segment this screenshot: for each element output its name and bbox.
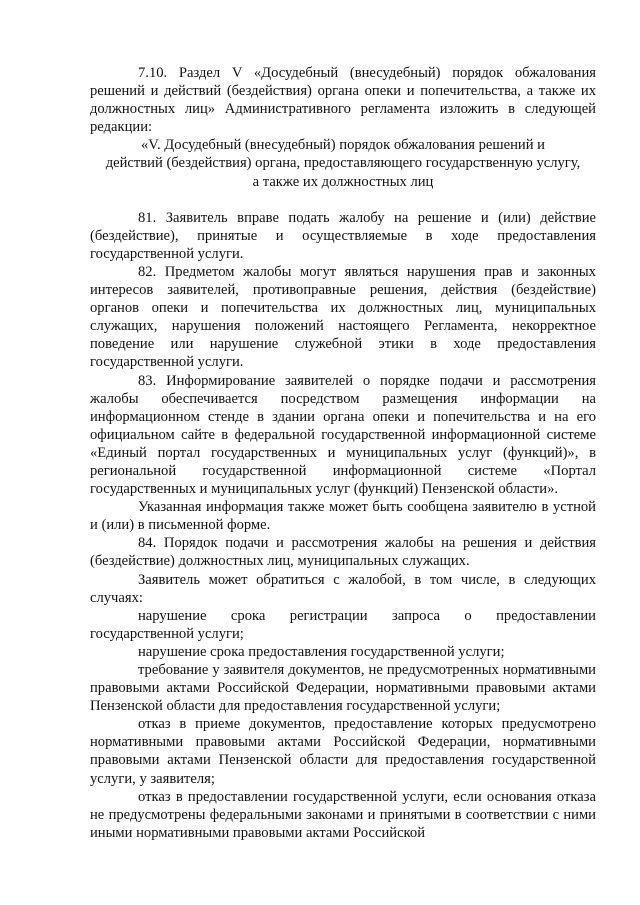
section-heading-line-1: «V. Досудебный (внесудебный) порядок обжалования решений и (141, 137, 545, 154)
spacer (90, 191, 596, 209)
list-item-documents-demand: требование у заявителя документов, не предусмотренных нормативными правовыми актами Российской Федерации, нормативными правовыми актами Пензенской области для предоставления государственной услуги; (90, 662, 596, 715)
section-heading-line-2: действий (бездействия) органа, предоставляющего государственную услугу, (105, 155, 581, 172)
paragraph-cases-intro: Заявитель может обратиться с жалобой, в том числе, в следующих случаях: (90, 571, 596, 606)
section-heading-line-3: а также их должностных лиц (252, 173, 434, 190)
list-item-refusal-service: отказ в предоставлении государственной услуги, если основания отказа не предусмотрены федеральными законами и принятыми в соответствии с ними иными нормативными правовыми актами Российской (90, 788, 596, 841)
list-item-refusal-acceptance: отказ в приеме документов, предоставление которых предусмотрено нормативными правовыми актами Российской Федерации, нормативными правовыми актами Пензенской области для предоставления государственной услуги, у заявителя; (90, 716, 596, 787)
paragraph-84: 84. Порядок подачи и рассмотрения жалобы на решения и действия (бездействие) должностных лиц, муниципальных служащих. (90, 535, 596, 570)
list-item-deadline: нарушение срока предоставления государственной услуги; (138, 643, 505, 660)
intro-paragraph: 7.10. Раздел V «Досудебный (внесудебный) порядок обжалования решений и действий (бездействия) органа опеки и попечительства, а также их должностных лиц» Административного регламента изложить в следующей редакции: (90, 65, 596, 136)
paragraph-info-oral: Указанная информация также может быть сообщена заявителю в устной и (или) в письменной форме. (90, 499, 596, 534)
paragraph-83: 83. Информирование заявителей о порядке подачи и рассмотрения жалобы обеспечивается посредством размещения информации на информационном стенде в здании органа опеки и попечительства и на его официальном сайте в федеральной государственной информационной системе «Единый портал государственных и муниципальных услуг (функций)», в региональной государственной информационной системе «Портал государственных и муниципальных услуг (функций) Пензенской области». (90, 372, 596, 498)
paragraph-81: 81. Заявитель вправе подать жалобу на решение и (или) действие (бездействие), принятые и осуществляемые в ходе предоставления государственной услуги. (90, 209, 596, 262)
list-item-registration: нарушение срока регистрации запроса о предоставлении государственной услуги; (90, 607, 596, 642)
paragraph-82: 82. Предметом жалобы могут являться нарушения прав и законных интересов заявителей, противоправные решения, действия (бездействие) органов опеки и попечительства их должностных лиц, муниципальных служащих, нарушения положений настоящего Регламента, некорректное поведение или нарушение служебной этики в ходе предоставления государственной услуги. (90, 263, 596, 371)
